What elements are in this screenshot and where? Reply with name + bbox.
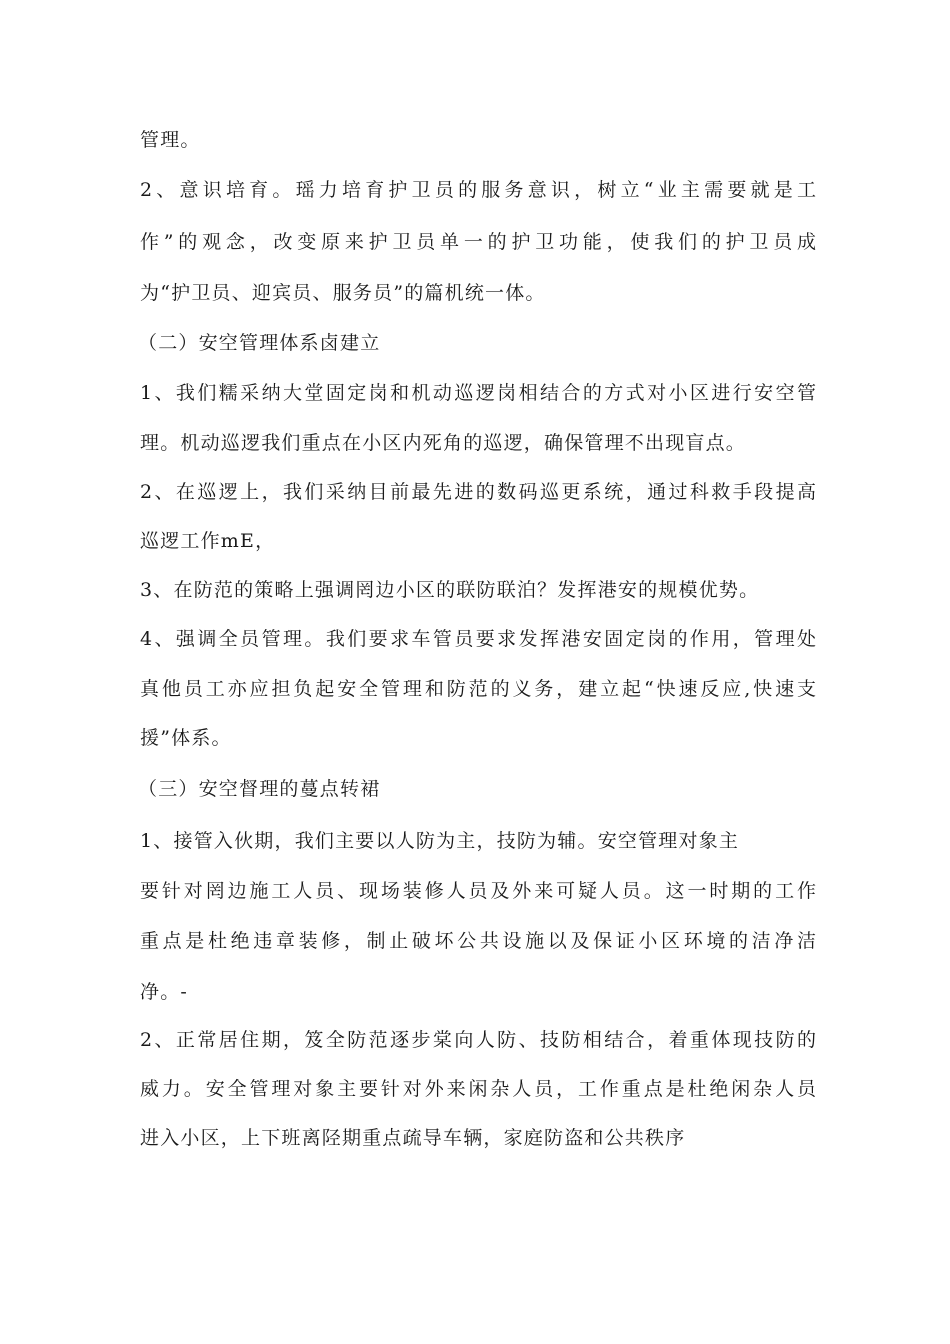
paragraph-line: 2、正常居住期，笈全防范逐步棠向人防、技防相结合，着重体现技防的: [140, 1029, 816, 1051]
paragraph-line: 2、意识培育。瑶力培育护卫员的服务意识，树立“业主需要就是工: [140, 179, 816, 201]
section-heading: （二）安空管理体系卤建立: [138, 332, 381, 354]
paragraph-line: 作”的观念，改变原来护卫员单一的护卫功能，使我们的护卫员成: [140, 231, 816, 253]
paragraph-line: 重点是杜绝违章装修，制止破坏公共设施以及保证小区环境的洁净洁: [140, 930, 816, 952]
paragraph-line: 真他员工亦应担负起安全管理和防范的义务，建立起“快速反应,快速支: [140, 678, 816, 700]
paragraph-line: 净。-: [140, 981, 189, 1003]
paragraph-line: 1、接管入伙期，我们主要以人防为主，技防为辅。安空管理对象主: [140, 830, 740, 852]
paragraph-line: 威力。安全管理对象主要针对外来闲杂人员，工作重点是杜绝闲杂人员: [140, 1078, 816, 1100]
paragraph-line: 3、在防范的策略上强调罔边小区的联防联泊？发挥港安的规模优势。: [140, 579, 760, 601]
paragraph-line: 理。机动巡逻我们重点在小区内死角的巡逻，确保管理不出现盲点。: [140, 432, 747, 454]
paragraph-line: 4、强调全员管理。我们要求车管员要求发挥港安固定岗的作用，管理处: [140, 628, 816, 650]
paragraph-line: 进入小区，上下班离陉期重点疏导车辆，家庭防盗和公共秩序: [140, 1127, 686, 1149]
paragraph-line: 援”体系。: [140, 727, 232, 749]
paragraph-line: 1、我们糯采纳大堂固定岗和机动巡逻岗相结合的方式对小区进行安空管: [140, 382, 816, 404]
paragraph-line: 2、在巡逻上，我们采纳目前最先进的数码巡更系统，通过科救手段提高: [140, 481, 816, 503]
paragraph-line: 管理。: [140, 129, 201, 151]
paragraph-line: 为“护卫员、迎宾员、服务员”的篇机统一体。: [140, 282, 546, 304]
section-heading: （三）安空督理的蔓点转裙: [138, 778, 381, 800]
paragraph-line: 巡逻工作mE，: [140, 530, 276, 552]
paragraph-line: 要针对罔边施工人员、现场装修人员及外来可疑人员。这一时期的工作: [140, 880, 816, 902]
